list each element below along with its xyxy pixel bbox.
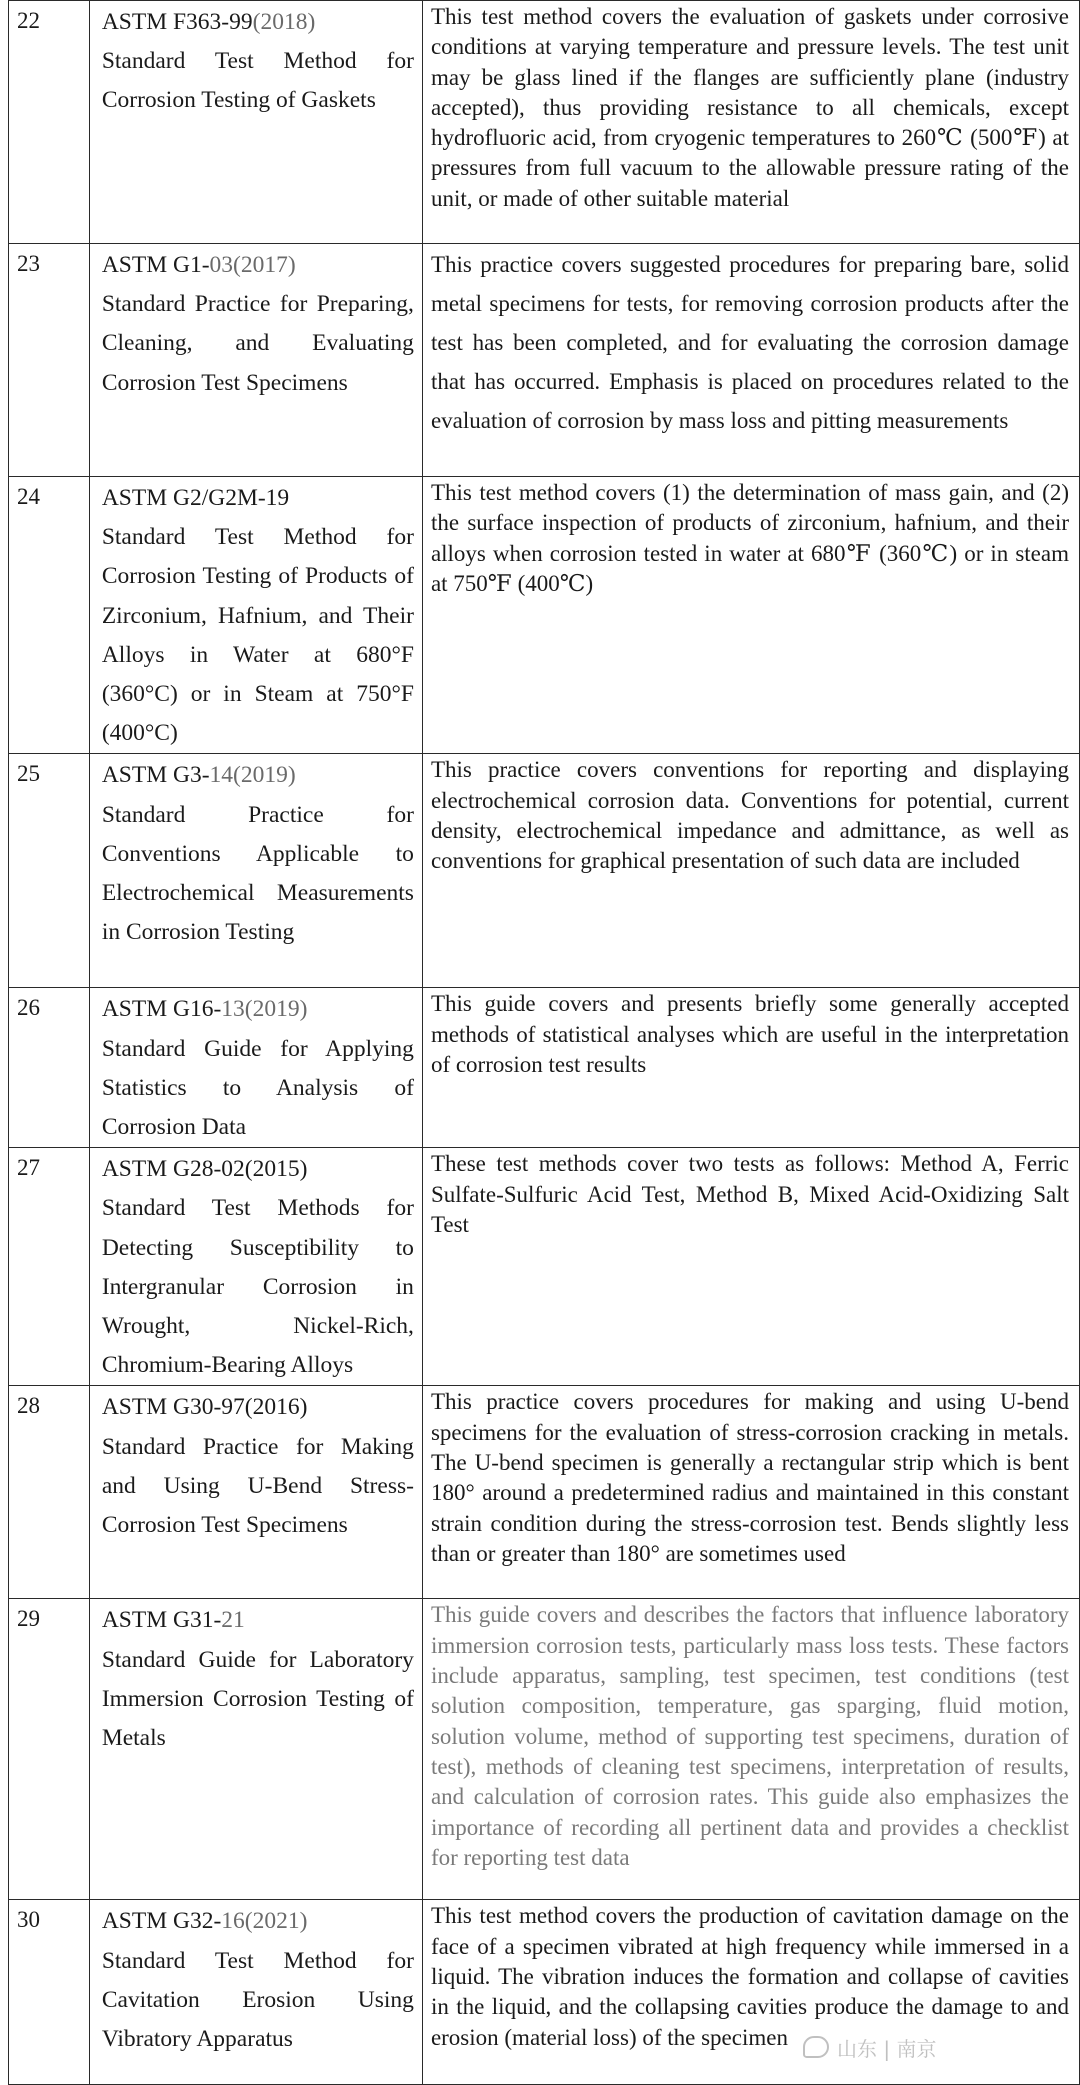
table-row: [9, 244, 1080, 477]
standard-title: Standard Guide for Laboratory Immersion Corrosion Testing of Metals: [101, 1646, 414, 1752]
standard-name-cell: [89, 1386, 422, 1599]
table-row: [9, 754, 1080, 988]
standard-title: Standard Guide for Applying Statistics to Analysis of Corrosion Data: [101, 1035, 414, 1141]
row-number: 28: [9, 1386, 90, 1599]
standard-name-cell: [89, 754, 422, 988]
row-number: 29: [9, 1599, 90, 1900]
watermark: [803, 2032, 1028, 2062]
standard-name-cell: [89, 1148, 422, 1386]
description-cell: This test method covers (1) the determination of mass gain, and (2) the surface inspection of products of zirconium, hafnium, and their alloys when corrosion tested in water at 680℉ (360℃) or in steam at 750℉ (400℃): [422, 477, 1079, 754]
standard-revision: 03(2017): [209, 252, 296, 278]
standard-revision: (2018): [252, 9, 316, 35]
standard-title: Standard Test Method for Corrosion Testing of Gaskets: [101, 48, 414, 114]
standard-name-cell: [89, 1900, 422, 2085]
standard-code: ASTM G30-97(2016): [101, 1394, 308, 1421]
row-number: 23: [9, 244, 90, 477]
standard-code: ASTM G3-: [101, 762, 210, 789]
standard-code: ASTM G2/G2M-19: [101, 485, 290, 511]
standard-revision: 16(2021): [221, 1908, 308, 1935]
description-cell: This test method covers the evaluation of gaskets under corrosive conditions at varying temperature and pressure levels. The test unit may be glass lined if the flanges are sufficiently plane (industry accepted), thus providing resistance to all chemicals, except hydrofluoric acid, from cryogenic temperatures to 260℃ (500℉) at pressures from full vacuum to the allowable pressure rating of the unit, or made of other suitable material: [422, 1, 1079, 244]
standard-code: ASTM G16-: [101, 996, 222, 1023]
table-row: [9, 1148, 1080, 1386]
standard-name-cell: [89, 1, 422, 244]
description-cell: This practice covers suggested procedures for preparing bare, solid metal specimens for tests, for removing corrosion products after the test has been completed, and for evaluating the corrosion damage that has occurred. Emphasis is placed on procedures related to the evaluation of corrosion by mass loss and pitting measurements: [422, 244, 1079, 477]
standard-code: ASTM G28-02(2015): [101, 1156, 308, 1183]
standard-code: ASTM G31-: [101, 1607, 222, 1634]
row-number: 25: [9, 754, 90, 988]
description-cell: This practice covers conventions for reporting and displaying electrochemical corrosion data. Conventions for potential, current density, electrochemical impedance and admittance, as well as conventions for graphical presentation of such data are included: [422, 754, 1079, 988]
standard-name-cell: [89, 988, 422, 1148]
watermark-text: 山东 | 南京: [837, 2036, 937, 2061]
standard-name-cell: [89, 244, 422, 477]
standard-name-cell: [89, 477, 422, 754]
standard-title: Standard Practice for Preparing, Cleaning, and Evaluating Corrosion Test Specimens: [101, 291, 414, 396]
table-row: [9, 1386, 1080, 1599]
wechat-logo-icon: [803, 2036, 829, 2058]
standard-revision: 13(2019): [221, 996, 308, 1023]
standard-title: Standard Test Methods for Detecting Susceptibility to Intergranular Corrosion in Wrought, Nickel-Rich, Chromium-Bearing Alloys: [101, 1195, 414, 1379]
standard-code: ASTM G1-: [101, 252, 210, 278]
description-cell: These test methods cover two tests as follows: Method A, Ferric Sulfate-Sulfuric Acid Test, Method B, Mixed Acid-Oxidizing Salt Test: [422, 1148, 1079, 1386]
standard-revision: 21: [221, 1607, 245, 1634]
table-row: [9, 1599, 1080, 1900]
table-row: [9, 1, 1080, 244]
standards-table: [8, 0, 1080, 2085]
row-number: 27: [9, 1148, 90, 1386]
row-number: 30: [9, 1900, 90, 2085]
standard-name-cell: [89, 1599, 422, 1900]
description-cell: This practice covers procedures for making and using U-bend specimens for the evaluation of stress-corrosion cracking in metals. The U-bend specimen is generally a rectangular strip which is bent 180° around a predetermined radius and maintained in this constant strain condition during the stress-corrosion test. Bends slightly less than or greater than 180° are sometimes used: [422, 1386, 1079, 1599]
description-cell: This test method covers the production of cavitation damage on the face of a specimen vibrated at high frequency while immersed in a liquid. The vibration induces the formation and collapse of cavities in the liquid, and the collapsing cavities produce the damage to and erosion (material loss) of the specimen: [422, 1900, 1079, 2085]
row-number: 24: [9, 477, 90, 754]
table-row: [9, 477, 1080, 754]
standard-title: Standard Test Method for Cavitation Erosion Using Vibratory Apparatus: [101, 1947, 414, 2053]
standard-code: ASTM F363-99: [101, 9, 253, 35]
standard-title: Standard Practice for Making and Using U-Bend Stress-Corrosion Test Specimens: [101, 1433, 414, 1539]
description-cell: This guide covers and presents briefly some generally accepted methods of statistical analyses which are useful in the interpretation of corrosion test results: [422, 988, 1079, 1148]
description-cell: This guide covers and describes the factors that influence laboratory immersion corrosion tests, particularly mass loss tests. These factors include apparatus, sampling, test specimen, test conditions (test solution composition, temperature, gas sparging, fluid motion, solution volume, method of supporting test specimens, duration of test), methods of cleaning test specimens, interpretation of results, and calculation of corrosion rates. This guide also emphasizes the importance of recording all pertinent data and provides a checklist for reporting test data: [422, 1599, 1079, 1900]
row-number: 26: [9, 988, 90, 1148]
table-row: [9, 988, 1080, 1148]
standard-revision: 14(2019): [209, 762, 296, 789]
standard-code: ASTM G32-: [101, 1908, 222, 1935]
standard-title: Standard Test Method for Corrosion Testing of Products of Zirconium, Hafnium, and Their Alloys in Water at 680°F (360°C) or in Steam at 750°F (400°C): [101, 524, 414, 747]
standard-title: Standard Practice for Conventions Applicable to Electrochemical Measurements in Corrosion Testing: [101, 801, 414, 946]
row-number: 22: [9, 1, 90, 244]
